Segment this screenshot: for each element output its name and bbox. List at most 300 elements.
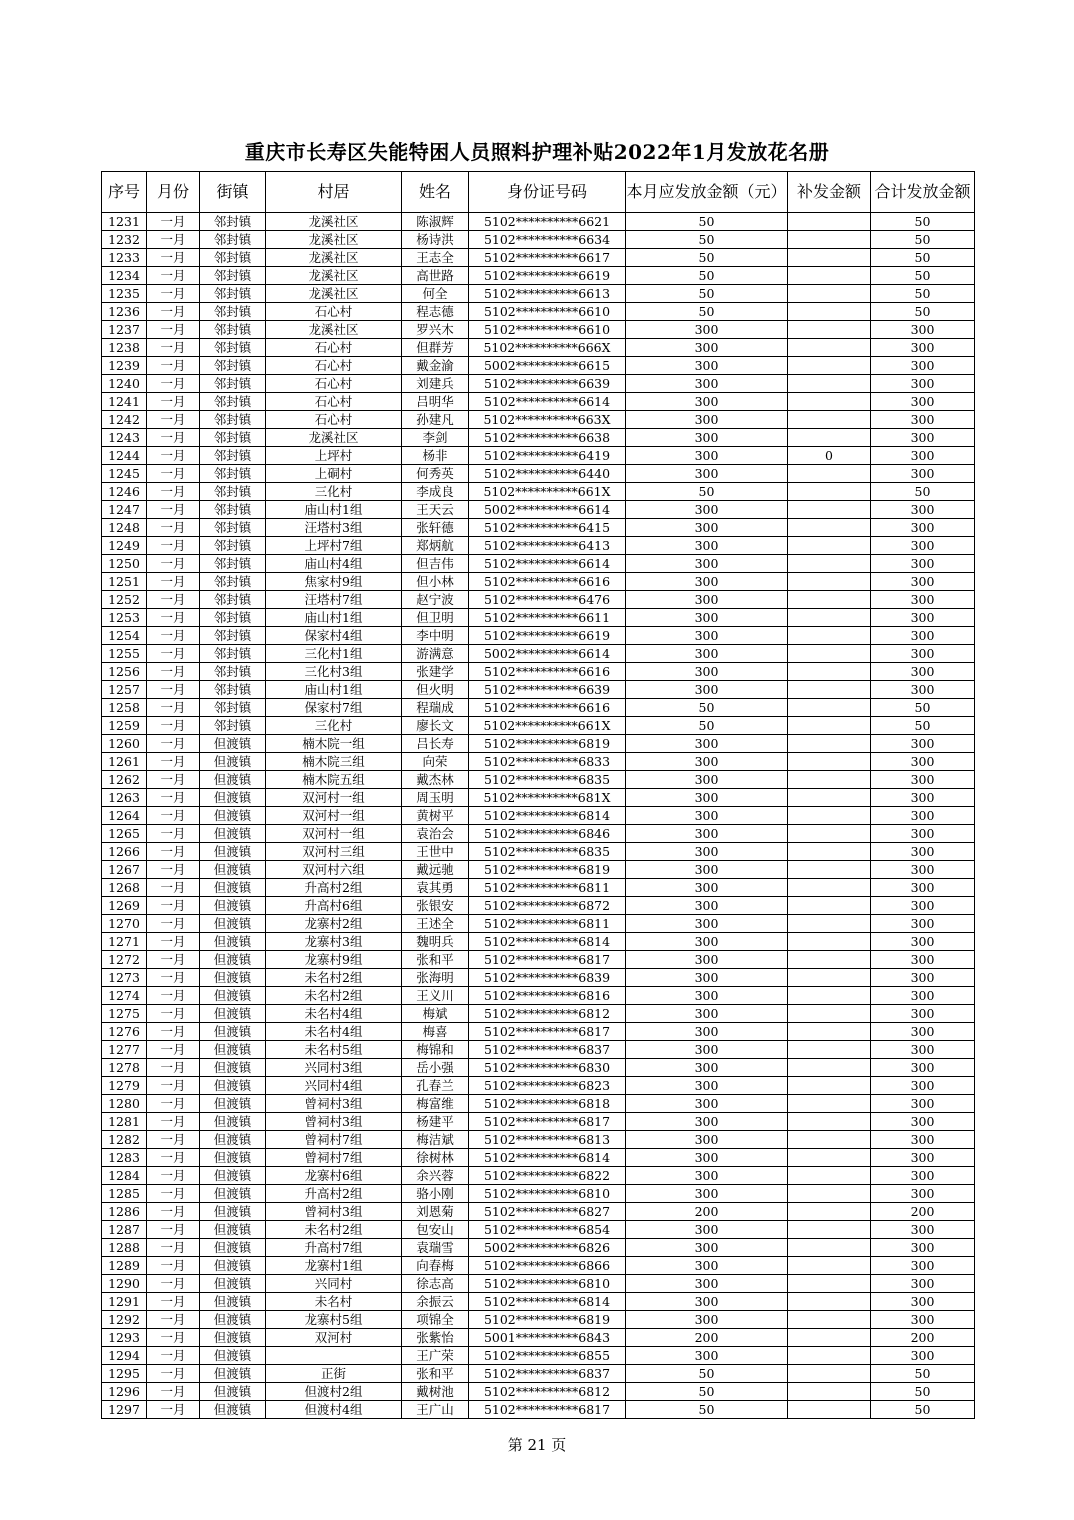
table-row bbox=[102, 555, 975, 573]
name-cell: 孔春兰 bbox=[402, 1077, 469, 1095]
id-number-cell: 5102**********6619 bbox=[469, 267, 626, 285]
village-cell: 曾祠村3组 bbox=[266, 1113, 402, 1131]
village-cell: 双河村六组 bbox=[266, 861, 402, 879]
index-cell: 1281 bbox=[102, 1113, 147, 1131]
town-cell: 但渡镇 bbox=[200, 951, 266, 969]
supplement-cell bbox=[788, 1329, 871, 1347]
total-cell: 300 bbox=[871, 915, 975, 933]
month-cell: 一月 bbox=[147, 915, 200, 933]
town-cell: 邻封镇 bbox=[200, 213, 266, 231]
month-cell: 一月 bbox=[147, 519, 200, 537]
name-cell: 陈淑辉 bbox=[402, 213, 469, 231]
index-cell: 1296 bbox=[102, 1383, 147, 1401]
monthly-amount-cell: 300 bbox=[626, 519, 788, 537]
name-cell: 王广荣 bbox=[402, 1347, 469, 1365]
total-cell: 300 bbox=[871, 1131, 975, 1149]
month-cell: 一月 bbox=[147, 573, 200, 591]
total-cell: 300 bbox=[871, 663, 975, 681]
name-cell: 赵宁波 bbox=[402, 591, 469, 609]
village-cell: 龙溪社区 bbox=[266, 267, 402, 285]
town-cell: 但渡镇 bbox=[200, 1275, 266, 1293]
village-cell: 正街 bbox=[266, 1365, 402, 1383]
supplement-cell bbox=[788, 1149, 871, 1167]
id-number-cell: 5102**********6639 bbox=[469, 375, 626, 393]
index-cell: 1260 bbox=[102, 735, 147, 753]
index-cell: 1241 bbox=[102, 393, 147, 411]
village-cell: 龙寨村2组 bbox=[266, 915, 402, 933]
index-cell: 1286 bbox=[102, 1203, 147, 1221]
town-cell: 但渡镇 bbox=[200, 1185, 266, 1203]
town-cell: 但渡镇 bbox=[200, 1203, 266, 1221]
supplement-cell bbox=[788, 1185, 871, 1203]
id-number-cell: 5102**********6833 bbox=[469, 753, 626, 771]
index-cell: 1233 bbox=[102, 249, 147, 267]
name-cell: 向春梅 bbox=[402, 1257, 469, 1275]
month-cell: 一月 bbox=[147, 663, 200, 681]
index-cell: 1239 bbox=[102, 357, 147, 375]
id-number-cell: 5102**********6817 bbox=[469, 951, 626, 969]
header-month: 月份 bbox=[147, 172, 200, 213]
month-cell: 一月 bbox=[147, 1311, 200, 1329]
roster-body bbox=[102, 213, 975, 1419]
id-number-cell: 5002**********6614 bbox=[469, 645, 626, 663]
name-cell: 郑炳航 bbox=[402, 537, 469, 555]
supplement-cell bbox=[788, 519, 871, 537]
town-cell: 邻封镇 bbox=[200, 483, 266, 501]
name-cell: 向荣 bbox=[402, 753, 469, 771]
town-cell: 邻封镇 bbox=[200, 519, 266, 537]
name-cell: 但火明 bbox=[402, 681, 469, 699]
id-number-cell: 5102**********6837 bbox=[469, 1041, 626, 1059]
id-number-cell: 5102**********661X bbox=[469, 483, 626, 501]
header-supplement: 补发金额 bbox=[788, 172, 871, 213]
table-row bbox=[102, 1095, 975, 1113]
name-cell: 张建学 bbox=[402, 663, 469, 681]
village-cell: 龙寨村5组 bbox=[266, 1311, 402, 1329]
index-cell: 1290 bbox=[102, 1275, 147, 1293]
village-cell: 三化村1组 bbox=[266, 645, 402, 663]
total-cell: 300 bbox=[871, 447, 975, 465]
total-cell: 300 bbox=[871, 1185, 975, 1203]
index-cell: 1297 bbox=[102, 1401, 147, 1419]
town-cell: 邻封镇 bbox=[200, 501, 266, 519]
id-number-cell: 5102**********6814 bbox=[469, 1149, 626, 1167]
id-number-cell: 5102**********6616 bbox=[469, 699, 626, 717]
total-cell: 50 bbox=[871, 483, 975, 501]
village-cell: 双河村一组 bbox=[266, 807, 402, 825]
month-cell: 一月 bbox=[147, 1149, 200, 1167]
village-cell: 未名村2组 bbox=[266, 1221, 402, 1239]
table-row bbox=[102, 1185, 975, 1203]
index-cell: 1253 bbox=[102, 609, 147, 627]
index-cell: 1255 bbox=[102, 645, 147, 663]
id-number-cell: 5102**********6819 bbox=[469, 735, 626, 753]
index-cell: 1268 bbox=[102, 879, 147, 897]
supplement-cell bbox=[788, 267, 871, 285]
supplement-cell bbox=[788, 951, 871, 969]
supplement-cell bbox=[788, 1167, 871, 1185]
table-row bbox=[102, 699, 975, 717]
total-cell: 50 bbox=[871, 699, 975, 717]
name-cell: 梅喜 bbox=[402, 1023, 469, 1041]
table-row bbox=[102, 447, 975, 465]
id-number-cell: 5102**********6816 bbox=[469, 987, 626, 1005]
town-cell: 邻封镇 bbox=[200, 555, 266, 573]
total-cell: 300 bbox=[871, 555, 975, 573]
village-cell: 兴同村4组 bbox=[266, 1077, 402, 1095]
town-cell: 但渡镇 bbox=[200, 1077, 266, 1095]
table-row bbox=[102, 339, 975, 357]
month-cell: 一月 bbox=[147, 1131, 200, 1149]
total-cell: 300 bbox=[871, 1275, 975, 1293]
table-row bbox=[102, 393, 975, 411]
monthly-amount-cell: 300 bbox=[626, 897, 788, 915]
name-cell: 袁瑞雪 bbox=[402, 1239, 469, 1257]
monthly-amount-cell: 300 bbox=[626, 915, 788, 933]
month-cell: 一月 bbox=[147, 1329, 200, 1347]
town-cell: 但渡镇 bbox=[200, 1383, 266, 1401]
index-cell: 1287 bbox=[102, 1221, 147, 1239]
supplement-cell bbox=[788, 411, 871, 429]
village-cell: 龙溪社区 bbox=[266, 321, 402, 339]
id-number-cell: 5102**********6415 bbox=[469, 519, 626, 537]
month-cell: 一月 bbox=[147, 933, 200, 951]
name-cell: 杨诗洪 bbox=[402, 231, 469, 249]
index-cell: 1243 bbox=[102, 429, 147, 447]
total-cell: 300 bbox=[871, 1293, 975, 1311]
supplement-cell bbox=[788, 861, 871, 879]
name-cell: 杨建平 bbox=[402, 1113, 469, 1131]
town-cell: 但渡镇 bbox=[200, 1041, 266, 1059]
month-cell: 一月 bbox=[147, 1023, 200, 1041]
village-cell: 未名村2组 bbox=[266, 987, 402, 1005]
month-cell: 一月 bbox=[147, 249, 200, 267]
supplement-cell bbox=[788, 1113, 871, 1131]
supplement-cell bbox=[788, 357, 871, 375]
total-cell: 300 bbox=[871, 321, 975, 339]
id-number-cell: 5102**********6810 bbox=[469, 1275, 626, 1293]
index-cell: 1254 bbox=[102, 627, 147, 645]
monthly-amount-cell: 300 bbox=[626, 951, 788, 969]
table-row bbox=[102, 1149, 975, 1167]
village-cell: 庙山村1组 bbox=[266, 501, 402, 519]
supplement-cell bbox=[788, 843, 871, 861]
total-cell: 300 bbox=[871, 681, 975, 699]
monthly-amount-cell: 50 bbox=[626, 303, 788, 321]
month-cell: 一月 bbox=[147, 699, 200, 717]
town-cell: 邻封镇 bbox=[200, 357, 266, 375]
village-cell: 双河村一组 bbox=[266, 789, 402, 807]
table-row bbox=[102, 1041, 975, 1059]
monthly-amount-cell: 300 bbox=[626, 627, 788, 645]
table-row bbox=[102, 879, 975, 897]
village-cell: 未名村 bbox=[266, 1293, 402, 1311]
id-number-cell: 5102**********6819 bbox=[469, 1311, 626, 1329]
name-cell: 王广山 bbox=[402, 1401, 469, 1419]
monthly-amount-cell: 50 bbox=[626, 1365, 788, 1383]
month-cell: 一月 bbox=[147, 951, 200, 969]
name-cell: 魏明兵 bbox=[402, 933, 469, 951]
name-cell: 张和平 bbox=[402, 951, 469, 969]
month-cell: 一月 bbox=[147, 267, 200, 285]
total-cell: 50 bbox=[871, 267, 975, 285]
name-cell: 王世中 bbox=[402, 843, 469, 861]
village-cell: 龙溪社区 bbox=[266, 249, 402, 267]
index-cell: 1231 bbox=[102, 213, 147, 231]
supplement-cell bbox=[788, 717, 871, 735]
index-cell: 1289 bbox=[102, 1257, 147, 1275]
id-number-cell: 5102**********6817 bbox=[469, 1023, 626, 1041]
village-cell: 庙山村4组 bbox=[266, 555, 402, 573]
table-row bbox=[102, 465, 975, 483]
monthly-amount-cell: 300 bbox=[626, 1095, 788, 1113]
supplement-cell bbox=[788, 393, 871, 411]
village-cell: 石心村 bbox=[266, 303, 402, 321]
index-cell: 1261 bbox=[102, 753, 147, 771]
town-cell: 但渡镇 bbox=[200, 735, 266, 753]
village-cell: 三化村3组 bbox=[266, 663, 402, 681]
village-cell: 保家村7组 bbox=[266, 699, 402, 717]
monthly-amount-cell: 50 bbox=[626, 267, 788, 285]
town-cell: 但渡镇 bbox=[200, 915, 266, 933]
monthly-amount-cell: 300 bbox=[626, 573, 788, 591]
index-cell: 1273 bbox=[102, 969, 147, 987]
town-cell: 邻封镇 bbox=[200, 393, 266, 411]
supplement-cell bbox=[788, 1023, 871, 1041]
id-number-cell: 5102**********6854 bbox=[469, 1221, 626, 1239]
month-cell: 一月 bbox=[147, 1383, 200, 1401]
supplement-cell bbox=[788, 285, 871, 303]
name-cell: 戴远驰 bbox=[402, 861, 469, 879]
header-town: 街镇 bbox=[200, 172, 266, 213]
id-number-cell: 5002**********6615 bbox=[469, 357, 626, 375]
id-number-cell: 5102**********661X bbox=[469, 717, 626, 735]
town-cell: 邻封镇 bbox=[200, 339, 266, 357]
monthly-amount-cell: 300 bbox=[626, 1167, 788, 1185]
total-cell: 300 bbox=[871, 789, 975, 807]
table-row bbox=[102, 1059, 975, 1077]
town-cell: 但渡镇 bbox=[200, 1311, 266, 1329]
town-cell: 但渡镇 bbox=[200, 1059, 266, 1077]
supplement-cell bbox=[788, 339, 871, 357]
supplement-cell bbox=[788, 933, 871, 951]
monthly-amount-cell: 300 bbox=[626, 1347, 788, 1365]
monthly-amount-cell: 300 bbox=[626, 1311, 788, 1329]
monthly-amount-cell: 50 bbox=[626, 483, 788, 501]
total-cell: 300 bbox=[871, 645, 975, 663]
monthly-amount-cell: 300 bbox=[626, 987, 788, 1005]
village-cell: 龙寨村3组 bbox=[266, 933, 402, 951]
monthly-amount-cell: 300 bbox=[626, 393, 788, 411]
name-cell: 梅斌 bbox=[402, 1005, 469, 1023]
supplement-cell bbox=[788, 501, 871, 519]
month-cell: 一月 bbox=[147, 771, 200, 789]
id-number-cell: 5102**********6616 bbox=[469, 663, 626, 681]
village-cell: 双河村三组 bbox=[266, 843, 402, 861]
index-cell: 1282 bbox=[102, 1131, 147, 1149]
total-cell: 300 bbox=[871, 951, 975, 969]
name-cell: 杨非 bbox=[402, 447, 469, 465]
month-cell: 一月 bbox=[147, 393, 200, 411]
total-cell: 300 bbox=[871, 969, 975, 987]
id-number-cell: 5102**********6476 bbox=[469, 591, 626, 609]
table-row bbox=[102, 753, 975, 771]
index-cell: 1242 bbox=[102, 411, 147, 429]
total-cell: 300 bbox=[871, 1041, 975, 1059]
total-cell: 200 bbox=[871, 1203, 975, 1221]
month-cell: 一月 bbox=[147, 1239, 200, 1257]
table-row bbox=[102, 1203, 975, 1221]
id-number-cell: 5102**********6614 bbox=[469, 555, 626, 573]
id-number-cell: 5102**********6811 bbox=[469, 879, 626, 897]
total-cell: 300 bbox=[871, 1077, 975, 1095]
name-cell: 王天云 bbox=[402, 501, 469, 519]
supplement-cell bbox=[788, 627, 871, 645]
monthly-amount-cell: 300 bbox=[626, 429, 788, 447]
id-number-cell: 5102**********6812 bbox=[469, 1383, 626, 1401]
table-row bbox=[102, 1401, 975, 1419]
name-cell: 李剑 bbox=[402, 429, 469, 447]
month-cell: 一月 bbox=[147, 303, 200, 321]
monthly-amount-cell: 300 bbox=[626, 771, 788, 789]
monthly-amount-cell: 300 bbox=[626, 1185, 788, 1203]
table-row bbox=[102, 483, 975, 501]
name-cell: 张紫怡 bbox=[402, 1329, 469, 1347]
total-cell: 300 bbox=[871, 609, 975, 627]
index-cell: 1237 bbox=[102, 321, 147, 339]
village-cell: 升高村2组 bbox=[266, 879, 402, 897]
town-cell: 邻封镇 bbox=[200, 645, 266, 663]
table-row bbox=[102, 1005, 975, 1023]
id-number-cell: 5102**********6830 bbox=[469, 1059, 626, 1077]
index-cell: 1285 bbox=[102, 1185, 147, 1203]
id-number-cell: 5102**********6818 bbox=[469, 1095, 626, 1113]
town-cell: 但渡镇 bbox=[200, 933, 266, 951]
month-cell: 一月 bbox=[147, 717, 200, 735]
village-cell: 龙寨村9组 bbox=[266, 951, 402, 969]
village-cell: 石心村 bbox=[266, 357, 402, 375]
index-cell: 1283 bbox=[102, 1149, 147, 1167]
table-row bbox=[102, 627, 975, 645]
supplement-cell bbox=[788, 1401, 871, 1419]
month-cell: 一月 bbox=[147, 987, 200, 1005]
total-cell: 300 bbox=[871, 735, 975, 753]
table-row bbox=[102, 249, 975, 267]
town-cell: 但渡镇 bbox=[200, 1005, 266, 1023]
index-cell: 1288 bbox=[102, 1239, 147, 1257]
total-cell: 300 bbox=[871, 375, 975, 393]
month-cell: 一月 bbox=[147, 1257, 200, 1275]
supplement-cell bbox=[788, 1347, 871, 1365]
id-number-cell: 5102**********663X bbox=[469, 411, 626, 429]
table-row bbox=[102, 1347, 975, 1365]
id-number-cell: 5102**********6611 bbox=[469, 609, 626, 627]
table-row bbox=[102, 231, 975, 249]
supplement-cell bbox=[788, 609, 871, 627]
town-cell: 邻封镇 bbox=[200, 627, 266, 645]
town-cell: 但渡镇 bbox=[200, 969, 266, 987]
month-cell: 一月 bbox=[147, 231, 200, 249]
id-number-cell: 5102**********666X bbox=[469, 339, 626, 357]
index-cell: 1240 bbox=[102, 375, 147, 393]
town-cell: 邻封镇 bbox=[200, 537, 266, 555]
village-cell: 曾祠村3组 bbox=[266, 1203, 402, 1221]
month-cell: 一月 bbox=[147, 1113, 200, 1131]
village-cell: 龙寨村1组 bbox=[266, 1257, 402, 1275]
header-row bbox=[102, 172, 975, 213]
index-cell: 1279 bbox=[102, 1077, 147, 1095]
month-cell: 一月 bbox=[147, 807, 200, 825]
total-cell: 300 bbox=[871, 1221, 975, 1239]
index-cell: 1295 bbox=[102, 1365, 147, 1383]
month-cell: 一月 bbox=[147, 321, 200, 339]
monthly-amount-cell: 300 bbox=[626, 501, 788, 519]
village-cell: 庙山村1组 bbox=[266, 609, 402, 627]
supplement-cell bbox=[788, 825, 871, 843]
name-cell: 张银安 bbox=[402, 897, 469, 915]
town-cell: 但渡镇 bbox=[200, 1329, 266, 1347]
table-row bbox=[102, 591, 975, 609]
supplement-cell bbox=[788, 771, 871, 789]
index-cell: 1248 bbox=[102, 519, 147, 537]
month-cell: 一月 bbox=[147, 1041, 200, 1059]
id-number-cell: 5102**********6819 bbox=[469, 861, 626, 879]
supplement-cell bbox=[788, 1365, 871, 1383]
total-cell: 300 bbox=[871, 771, 975, 789]
index-cell: 1266 bbox=[102, 843, 147, 861]
supplement-cell bbox=[788, 915, 871, 933]
supplement-cell bbox=[788, 897, 871, 915]
village-cell: 楠木院一组 bbox=[266, 735, 402, 753]
id-number-cell: 5002**********6826 bbox=[469, 1239, 626, 1257]
month-cell: 一月 bbox=[147, 375, 200, 393]
table-row bbox=[102, 1293, 975, 1311]
id-number-cell: 5102**********6616 bbox=[469, 573, 626, 591]
supplement-cell bbox=[788, 1383, 871, 1401]
name-cell: 项锦全 bbox=[402, 1311, 469, 1329]
town-cell: 但渡镇 bbox=[200, 1113, 266, 1131]
name-cell: 戴金渝 bbox=[402, 357, 469, 375]
header-village: 村居 bbox=[266, 172, 402, 213]
total-cell: 300 bbox=[871, 897, 975, 915]
month-cell: 一月 bbox=[147, 465, 200, 483]
total-cell: 300 bbox=[871, 465, 975, 483]
index-cell: 1294 bbox=[102, 1347, 147, 1365]
table-row bbox=[102, 375, 975, 393]
name-cell: 刘恩菊 bbox=[402, 1203, 469, 1221]
monthly-amount-cell: 300 bbox=[626, 1077, 788, 1095]
village-cell: 龙溪社区 bbox=[266, 213, 402, 231]
village-cell: 石心村 bbox=[266, 411, 402, 429]
total-cell: 50 bbox=[871, 303, 975, 321]
monthly-amount-cell: 300 bbox=[626, 843, 788, 861]
table-row bbox=[102, 1113, 975, 1131]
index-cell: 1259 bbox=[102, 717, 147, 735]
monthly-amount-cell: 300 bbox=[626, 879, 788, 897]
town-cell: 邻封镇 bbox=[200, 699, 266, 717]
name-cell: 但小林 bbox=[402, 573, 469, 591]
id-number-cell: 5102**********6814 bbox=[469, 1293, 626, 1311]
total-cell: 300 bbox=[871, 537, 975, 555]
table-row bbox=[102, 1383, 975, 1401]
village-cell: 未名村5组 bbox=[266, 1041, 402, 1059]
village-cell: 升高村2组 bbox=[266, 1185, 402, 1203]
monthly-amount-cell: 50 bbox=[626, 1401, 788, 1419]
id-number-cell: 5102**********681X bbox=[469, 789, 626, 807]
monthly-amount-cell: 300 bbox=[626, 591, 788, 609]
total-cell: 300 bbox=[871, 1167, 975, 1185]
name-cell: 徐志高 bbox=[402, 1275, 469, 1293]
